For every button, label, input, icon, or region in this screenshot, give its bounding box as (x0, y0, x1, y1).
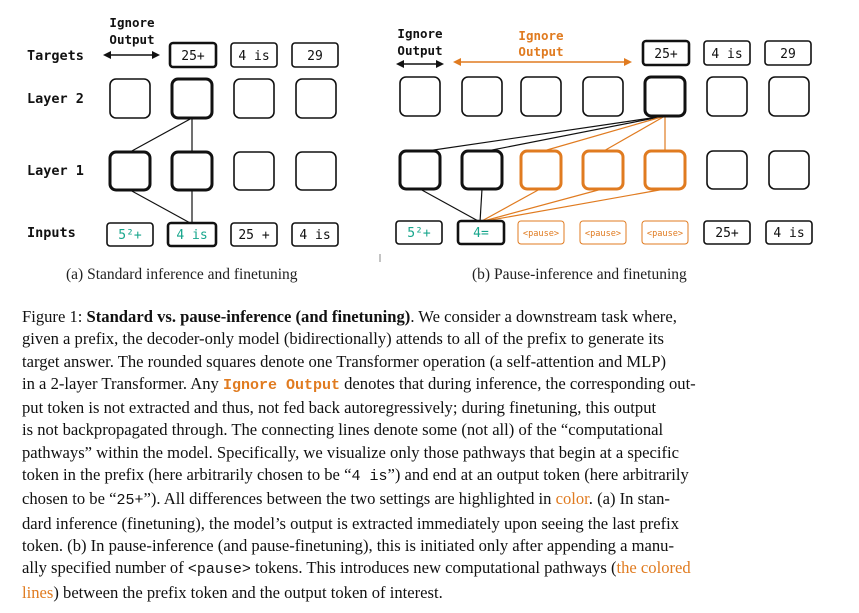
panel-b-caption: (b) Pause-inference and finetuning (472, 266, 687, 283)
panel-a (105, 15, 338, 246)
panel-b-layer2-block (462, 77, 502, 116)
color-highlight: color (555, 489, 589, 509)
row-label-inputs: Inputs (27, 225, 76, 241)
row-label-targets: Targets (27, 48, 84, 64)
panel-b-layer2-block (521, 77, 561, 116)
caption-line: given a prefix, the decoder-only model (bidirectionally) attends to all of the prefix to generate its (22, 329, 664, 349)
panel-a-layer2-block (110, 79, 150, 118)
row-label-layer1: Layer 1 (27, 163, 84, 179)
panel-a-input-4-label: 4 is (299, 228, 331, 243)
panel-a-caption: (a) Standard inference and finetuning (66, 266, 298, 283)
panel-b-layer1-pause-block (521, 151, 561, 189)
row-label-layer2: Layer 2 (27, 91, 84, 107)
figure-diagram (0, 0, 859, 290)
caption-line: put token is not extracted and thus, not fed back autoregressively; during finetuning, this output (22, 398, 657, 418)
panel-b-target-1-label: 25+ (654, 47, 678, 62)
panel-b-input-5-label: <pause> (646, 229, 684, 239)
panel-a-layer1-block (296, 152, 336, 190)
panel-b-ignore-black-line2: Output (397, 43, 443, 58)
panel-b-layer1-block (769, 151, 809, 189)
caption-line: token. (b) In pause-inference (and pause-finetuning), this is initiated only after appending a manu- (22, 535, 675, 555)
panel-b-input-7-label: 4 is (773, 226, 805, 241)
panel-b-layer1-block (462, 151, 502, 189)
panel-a-layer2-block (296, 79, 336, 118)
caption-line: lines) between the prefix token and the output token of interest. (22, 582, 443, 602)
panel-b-input-6-label: 25+ (715, 226, 739, 241)
panel-b-input-4-label: <pause> (584, 229, 622, 239)
panel-a-target-2-label: 4 is (238, 49, 270, 64)
panel-b-input-3-label: <pause> (522, 229, 560, 239)
panel-b-layer1-pause-block (583, 151, 623, 189)
panel-a-target-1-label: 25+ (181, 49, 205, 64)
panel-a-layer2-block (172, 79, 212, 118)
caption-line: token in the prefix (here arbitrarily chosen to be “4 is”) and end at an output token (here arbitrarily (22, 465, 689, 486)
caption-line: is not backpropagated through. The connecting lines denote some (not all) of the “computational (22, 420, 664, 440)
caption-line: chosen to be “25+”). All differences between the two settings are highlighted in color. (a) In stan- (22, 489, 670, 510)
panel-b (396, 26, 812, 244)
panel-b-input-1-label: 5²+ (407, 226, 431, 241)
panel-b-layer1-block (707, 151, 747, 189)
panel-b-pathways-orange (480, 116, 665, 222)
panel-b-ignore-black-line1: Ignore (397, 26, 443, 41)
caption-line: Figure 1: Standard vs. pause-inference (and finetuning). We consider a downstream task where, (22, 307, 677, 326)
panel-b-ignore-orange-line1: Ignore (518, 28, 564, 43)
panel-b-target-2-label: 4 is (711, 47, 743, 62)
panel-a-layer1-block (234, 152, 274, 190)
caption-line: target answer. The rounded squares denote one Transformer operation (a self-attention and MLP) (22, 351, 667, 371)
panel-b-ignore-orange-line2: Output (518, 44, 564, 59)
panel-b-layer2-block (400, 77, 440, 116)
panel-a-input-3-label: 25 + (238, 228, 270, 243)
figure-caption (22, 306, 822, 604)
panel-a-layer1-block (110, 152, 150, 190)
caption-line: dard inference (finetuning), the model’s output is extracted immediately upon seeing the last prefix (22, 513, 680, 533)
panel-a-ignore-label-line1: Ignore (109, 15, 155, 30)
caption-line: in a 2-layer Transformer. Any Ignore Output denotes that during inference, the corresponding out- (22, 373, 696, 394)
ignore-output-highlight: Ignore Output (222, 376, 340, 394)
panel-a-input-1-label: 5²+ (118, 228, 142, 243)
panel-b-layer1-block (400, 151, 440, 189)
panel-b-layer2-block (707, 77, 747, 116)
panel-b-layer2-block (645, 77, 685, 116)
panel-a-layer1-block (172, 152, 212, 190)
panel-b-layer2-block (769, 77, 809, 116)
panel-b-target-3-label: 29 (780, 47, 796, 62)
panel-b-layer2-block (583, 77, 623, 116)
panel-a-ignore-label-line2: Output (109, 32, 155, 47)
panel-b-layer1-pause-block (645, 151, 685, 189)
panel-b-input-2-label: 4= (473, 226, 489, 241)
caption-line: ally specified number of <pause> tokens. This introduces new computational pathways (the colored (22, 558, 691, 579)
panel-a-target-3-label: 29 (307, 49, 323, 64)
panel-a-layer2-block (234, 79, 274, 118)
caption-line: pathways” within the model. Specifically, we visualize only those pathways that begin at a specific (22, 442, 679, 462)
panel-a-input-2-label: 4 is (176, 228, 208, 243)
